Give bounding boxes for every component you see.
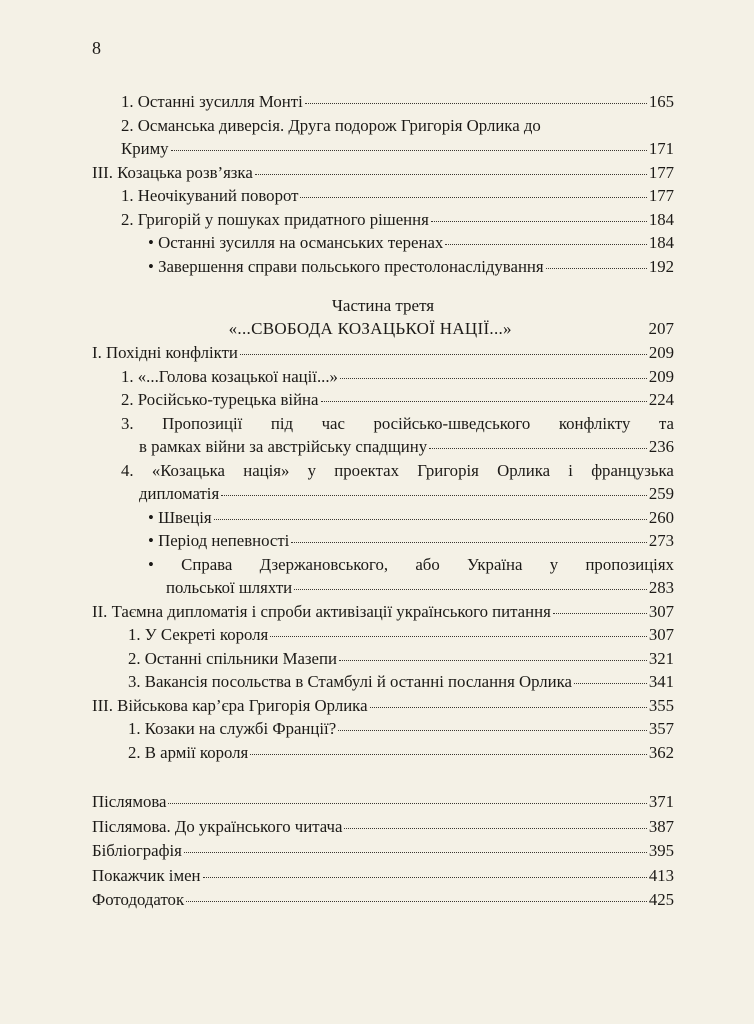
part-title-row [92,317,674,340]
toc-group [92,600,674,765]
toc-page-number: 307 [648,601,674,621]
toc-page-number: 236 [648,437,674,456]
toc-entry-word: 4. [121,460,134,480]
dot-leader [553,613,647,614]
toc-entry-text: I. Похідні конфлікти [92,343,238,362]
toc-entry-text: 2. Григорій у пошуках придатного рішення [121,209,429,229]
toc-entry-text: Післямова [92,792,167,811]
toc-entry [92,647,674,671]
toc-page-number: 395 [648,841,674,860]
toc-entry [92,255,674,279]
toc-entry [92,694,674,718]
toc-entry-word: або [415,554,440,574]
toc-entry-continuation [121,137,674,161]
dot-leader [344,828,646,829]
toc-entry-word: проектах [334,460,399,480]
toc-page-number: 341 [648,672,674,691]
dot-leader [255,174,647,175]
dot-leader [291,542,646,543]
toc-entry [92,388,674,412]
toc-entry-text: • Швеція [148,507,212,527]
part-title: «...СВОБОДА КОЗАЦЬКОЇ НАЦІЇ...» [228,319,512,338]
page-number: 8 [92,38,101,58]
toc-entry-word: нація» [243,460,290,480]
toc-entry [92,231,674,255]
toc-page-number: 177 [648,162,674,182]
toc-page-number: 425 [648,890,674,909]
toc-entry [92,600,674,624]
toc-page-number: 259 [648,484,674,503]
toc-entry-text: 1. Козаки на службі Франції? [128,719,337,738]
toc-entry-text: Покажчик імен [92,865,201,885]
toc-entry-word: конфлікту [558,413,631,433]
toc-page-number: 357 [648,719,674,738]
toc-entry-word: Григорія [417,460,479,480]
table-of-contents [92,90,674,913]
toc-entry-text: Післямова. До українського читача [92,816,343,836]
toc-page-number: 171 [648,139,674,158]
toc-entry-word: та [658,413,674,433]
toc-page-number: 209 [648,366,674,386]
toc-entry-text: III. Козацька розв’язка [92,162,253,182]
toc-entry-wrapped [92,412,674,459]
toc-entry-word: Справа [181,554,233,574]
toc-page-number: 321 [648,648,674,668]
toc-entry-text: • Період непевності [148,531,290,550]
dot-leader [431,221,647,222]
toc-entry-word: у [307,460,317,480]
toc-entry-word: Пропозиції [162,413,243,433]
toc-group [92,90,674,114]
dot-leader [221,495,647,496]
toc-entry [92,888,674,913]
toc-entry-text: Бібліографія [92,841,182,860]
toc-page-number: 184 [648,209,674,229]
toc-entry-continuation [121,435,674,459]
toc-page-number: 184 [648,233,674,252]
toc-page-number: 177 [648,186,674,205]
toc-entry [92,341,674,365]
dot-leader [240,354,647,355]
toc-entry-continuation [148,576,674,600]
toc-entry-word: 3. [121,413,134,433]
toc-entry [92,670,674,694]
toc-entry-text: 1. У Секреті короля [128,625,269,644]
dot-leader [214,519,647,520]
toc-entry-wrapped [92,114,674,161]
toc-entry [92,365,674,389]
toc-entry-text: • Останні зусилля на османських теренах [148,233,444,252]
toc-page-number: 207 [648,319,674,338]
dot-leader [168,803,646,804]
toc-entry [92,161,674,185]
toc-entry-text: дипломатія [139,484,220,503]
dot-leader [321,401,647,402]
dot-leader [370,707,647,708]
toc-entry-text: 1. Останні зусилля Монті [121,92,303,111]
toc-entry-continuation [121,482,674,506]
toc-entry-text: Фотододаток [92,890,185,909]
toc-entry [92,790,674,815]
toc-entry-text: в рамках війни за австрійську спадщину [139,437,428,456]
toc-entry-text: III. Військова кар’єра Григорія Орлика [92,695,368,715]
toc-entry [92,529,674,553]
end-matter [92,790,674,913]
dot-leader [546,268,647,269]
toc-entry-text: 1. «...Голова козацької нації...» [121,366,338,386]
toc-entry-line [148,553,674,577]
toc-page-number: 273 [648,531,674,550]
toc-page-number: 260 [648,507,674,527]
toc-page-number: 165 [648,92,674,111]
dot-leader [171,150,647,151]
dot-leader [338,730,647,731]
dot-leader [186,901,647,902]
toc-page-number: 209 [648,343,674,362]
toc-page-number: 413 [648,865,674,885]
toc-entry-word: у [549,554,559,574]
toc-entry [92,839,674,864]
toc-entry [92,506,674,530]
toc-entry-wrapped [92,553,674,600]
toc-entry-word: Україна [467,554,523,574]
toc-entry-word: • [148,554,154,574]
dot-leader [300,197,646,198]
toc-entry [92,741,674,765]
dot-leader [445,244,647,245]
toc-entry [92,90,674,114]
toc-entry-text: • Завершення справи польського престолонаслідування [148,256,544,276]
dot-leader [429,448,647,449]
toc-page-number: 371 [648,792,674,811]
dot-leader [339,660,647,661]
dot-leader [294,589,647,590]
toc-entry-word: під [270,413,294,433]
toc-entry [92,623,674,647]
toc-group [92,341,674,412]
toc-entry-text: польської шляхти [166,578,293,597]
toc-entry-text: 2. В армії короля [128,742,249,762]
toc-entry-line [121,459,674,483]
dot-leader [305,103,647,104]
toc-page-number: 192 [648,256,674,276]
toc-group [92,161,674,279]
toc-entry-word: пропозиціях [585,554,674,574]
toc-entry [92,717,674,741]
dot-leader [250,754,647,755]
part-heading: Частина третя [331,296,435,315]
toc-entry-word: французька [591,460,674,480]
toc-entry-line [121,412,674,436]
toc-page-number: 362 [648,742,674,762]
toc-entry-text: 2. Останні спільники Мазепи [128,648,337,668]
toc-entry-text: 2. Російсько-турецька війна [121,390,319,409]
toc-group [92,506,674,553]
toc-page-number: 224 [648,390,674,409]
toc-entry-word: час [321,413,345,433]
toc-page-number: 307 [648,625,674,644]
toc-entry-word: Дзержановського, [259,554,389,574]
toc-page-number: 387 [648,816,674,836]
toc-entry [92,208,674,232]
dot-leader [270,636,647,637]
dot-leader [574,683,647,684]
toc-entry-word: і [568,460,573,480]
dot-leader [184,852,647,853]
toc-entry-word: Орлика [497,460,551,480]
toc-entry-text: Криму [121,139,169,158]
toc-page-number: 355 [648,695,674,715]
toc-entry [92,815,674,840]
toc-entry-word: російсько-шведського [373,413,531,433]
toc-entry-wrapped [92,459,674,506]
toc-entry-text: 1. Неочікуваний поворот [121,186,299,205]
toc-entry [92,864,674,889]
spacer [92,764,674,790]
toc-entry-text: 3. Вакансія посольства в Стамбулі й останні послання Орлика [128,672,572,691]
toc-entry [92,184,674,208]
dot-leader [203,877,647,878]
toc-entry-word: «Козацька [151,460,226,480]
toc-entry-line: 2. Османська диверсія. Друга подорож Григорія Орлика до [121,115,541,135]
toc-entry-text: II. Таємна дипломатія і спроби активізації українського питання [92,601,551,621]
toc-page-number: 283 [648,578,674,597]
dot-leader [340,378,647,379]
